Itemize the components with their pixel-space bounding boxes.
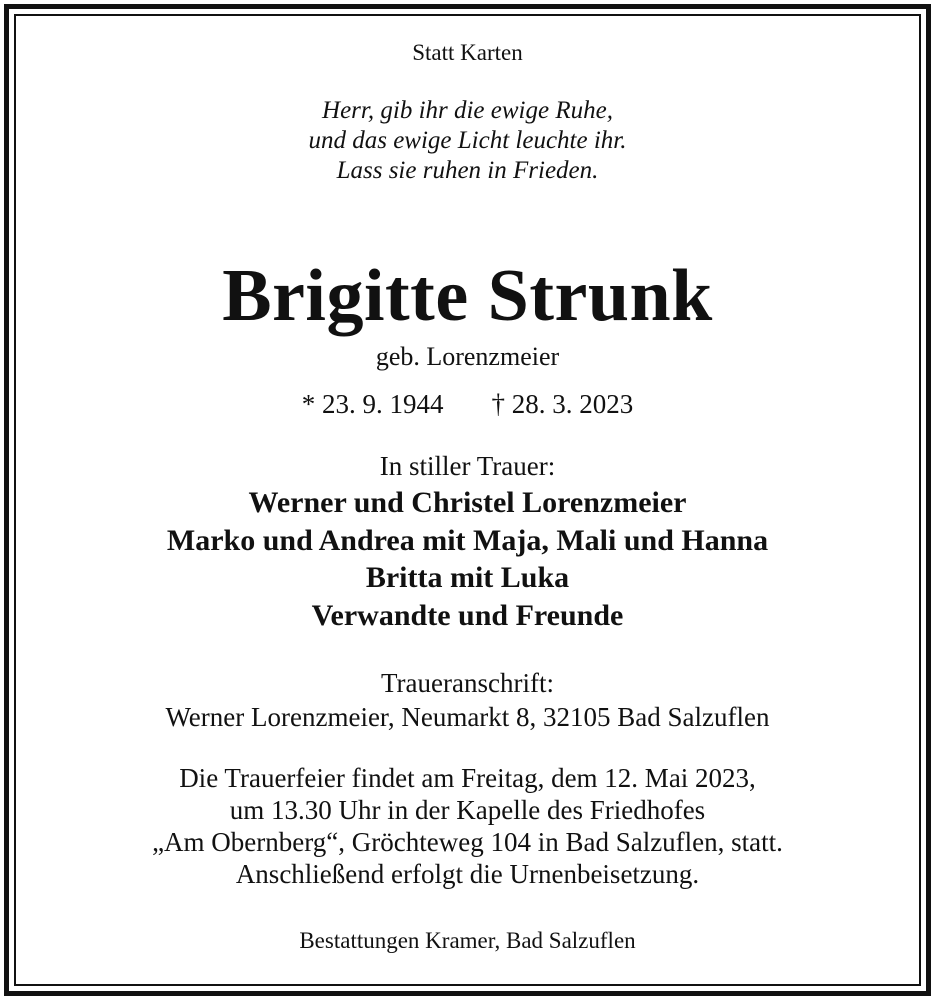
address-label: Traueranschrift: bbox=[381, 668, 554, 698]
ceremony-info bbox=[16, 762, 919, 890]
mourner-line: Britta mit Luka bbox=[365, 561, 570, 594]
ceremony-line: um 13.30 Uhr in der Kapelle des Friedhofes bbox=[229, 795, 706, 825]
mourner-line: Verwandte und Freunde bbox=[311, 598, 624, 632]
death-date: † 28. 3. 2023 bbox=[491, 389, 634, 419]
mourners-list bbox=[16, 484, 919, 634]
ceremony-line: Die Trauerfeier findet am Freitag, dem 12. Mai 2023, bbox=[179, 763, 756, 793]
life-dates bbox=[16, 388, 919, 420]
mourning-address: Werner Lorenzmeier, Neumarkt 8, 32105 Bad Salzuflen bbox=[165, 702, 770, 732]
birth-name: geb. Lorenzmeier bbox=[375, 342, 560, 371]
prayer-verse bbox=[16, 96, 919, 186]
prayer-line: Lass sie ruhen in Frieden. bbox=[336, 157, 599, 184]
funeral-home: Bestattungen Kramer, Bad Salzuflen bbox=[299, 928, 636, 953]
ceremony-line: „Am Obernberg“, Gröchteweg 104 in Bad Salzuflen, statt. bbox=[152, 827, 783, 857]
prayer-line: und das ewige Licht leuchte ihr. bbox=[308, 127, 627, 154]
mourner-line: Marko und Andrea mit Maja, Mali und Hanna bbox=[166, 523, 769, 557]
header-text: Statt Karten bbox=[412, 40, 523, 65]
deceased-name: Brigitte Strunk bbox=[222, 255, 713, 337]
ceremony-line: Anschließend erfolgt die Urnenbeisetzung. bbox=[235, 859, 700, 889]
mourner-line: Werner und Christel Lorenzmeier bbox=[248, 486, 687, 519]
prayer-line: Herr, gib ihr die ewige Ruhe, bbox=[322, 97, 613, 124]
birth-date: * 23. 9. 1944 bbox=[301, 389, 444, 419]
mourning-label: In stiller Trauer: bbox=[379, 451, 556, 481]
